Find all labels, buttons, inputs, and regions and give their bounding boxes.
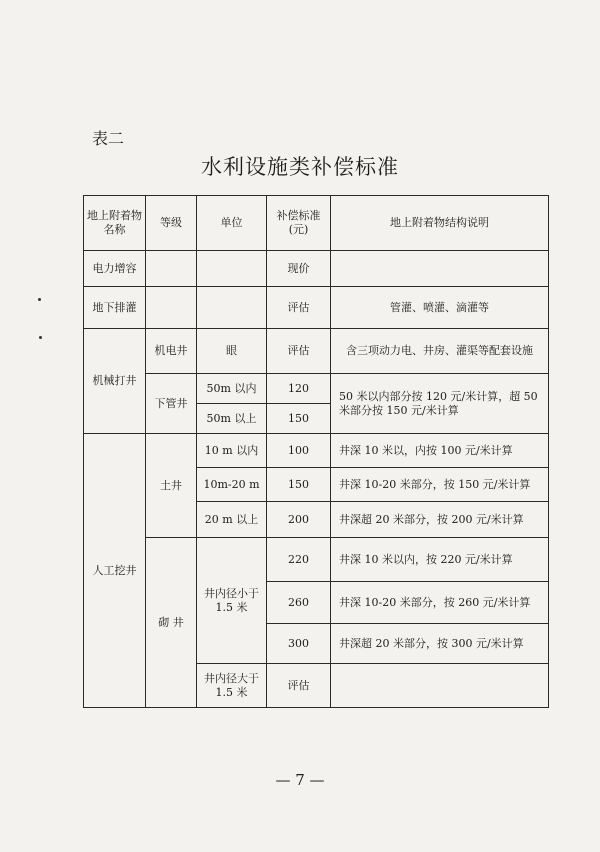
cell-standard: 现价 bbox=[267, 251, 331, 287]
cell-description: 井深超 20 米部分，按 200 元/米计算 bbox=[331, 502, 549, 538]
cell-description: 井深 10 米以内，按 220 元/米计算 bbox=[331, 538, 549, 582]
cell-standard: 120 bbox=[267, 374, 331, 404]
cell-grade: 土井 bbox=[146, 434, 197, 538]
table-header-row bbox=[84, 196, 549, 251]
scan-speck bbox=[38, 298, 41, 301]
cell-unit: 井内径小于 1.5 米 bbox=[197, 538, 267, 664]
table-row bbox=[84, 374, 549, 404]
cell-standard: 评估 bbox=[267, 329, 331, 374]
header-standard: 补偿标准(元) bbox=[267, 196, 331, 251]
cell-description: 管灌、喷灌、滴灌等 bbox=[331, 287, 549, 329]
cell-unit: 50m 以上 bbox=[197, 404, 267, 434]
header-unit: 单位 bbox=[197, 196, 267, 251]
cell-standard: 评估 bbox=[267, 287, 331, 329]
cell-standard: 200 bbox=[267, 502, 331, 538]
cell-unit: 10m-20 m bbox=[197, 468, 267, 502]
cell-description: 50 米以内部分按 120 元/米计算，超 50 米部分按 150 元/米计算 bbox=[331, 374, 549, 434]
header-description: 地上附着物结构说明 bbox=[331, 196, 549, 251]
cell-description: 井深超 20 米部分，按 300 元/米计算 bbox=[331, 624, 549, 664]
cell-standard: 评估 bbox=[267, 664, 331, 708]
compensation-table bbox=[83, 195, 549, 708]
cell-standard: 150 bbox=[267, 404, 331, 434]
cell-grade: 下管井 bbox=[146, 374, 197, 434]
cell-description: 井深 10 米以，内按 100 元/米计算 bbox=[331, 434, 549, 468]
cell-name: 人工挖井 bbox=[84, 434, 146, 708]
page-title: 水利设施类补偿标准 bbox=[201, 155, 399, 179]
cell-grade: 砌 井 bbox=[146, 538, 197, 708]
cell-name: 地下排灌 bbox=[84, 287, 146, 329]
cell-unit: 井内径大于 1.5 米 bbox=[197, 664, 267, 708]
header-grade: 等级 bbox=[146, 196, 197, 251]
table-row bbox=[84, 251, 549, 287]
cell-description: 井深 10-20 米部分，按 150 元/米计算 bbox=[331, 468, 549, 502]
cell-standard: 260 bbox=[267, 582, 331, 624]
page-number: — 7 — bbox=[275, 771, 325, 789]
cell-standard: 100 bbox=[267, 434, 331, 468]
table-row bbox=[84, 287, 549, 329]
cell-unit: 眼 bbox=[197, 329, 267, 374]
cell-standard: 300 bbox=[267, 624, 331, 664]
cell-unit: 10 m 以内 bbox=[197, 434, 267, 468]
table-row bbox=[84, 434, 549, 468]
table-row bbox=[84, 538, 549, 582]
table-label: 表二 bbox=[92, 129, 125, 148]
cell-name: 电力增容 bbox=[84, 251, 146, 287]
cell-name: 机械打井 bbox=[84, 329, 146, 434]
scan-speck bbox=[39, 336, 42, 339]
cell-description: 井深 10-20 米部分，按 260 元/米计算 bbox=[331, 582, 549, 624]
cell-standard: 150 bbox=[267, 468, 331, 502]
cell-unit: 20 m 以上 bbox=[197, 502, 267, 538]
cell-description: 含三项动力电、井房、灌渠等配套设施 bbox=[331, 329, 549, 374]
cell-grade: 机电井 bbox=[146, 329, 197, 374]
cell-unit: 50m 以内 bbox=[197, 374, 267, 404]
header-name: 地上附着物名称 bbox=[84, 196, 146, 251]
table-row bbox=[84, 329, 549, 374]
cell-standard: 220 bbox=[267, 538, 331, 582]
